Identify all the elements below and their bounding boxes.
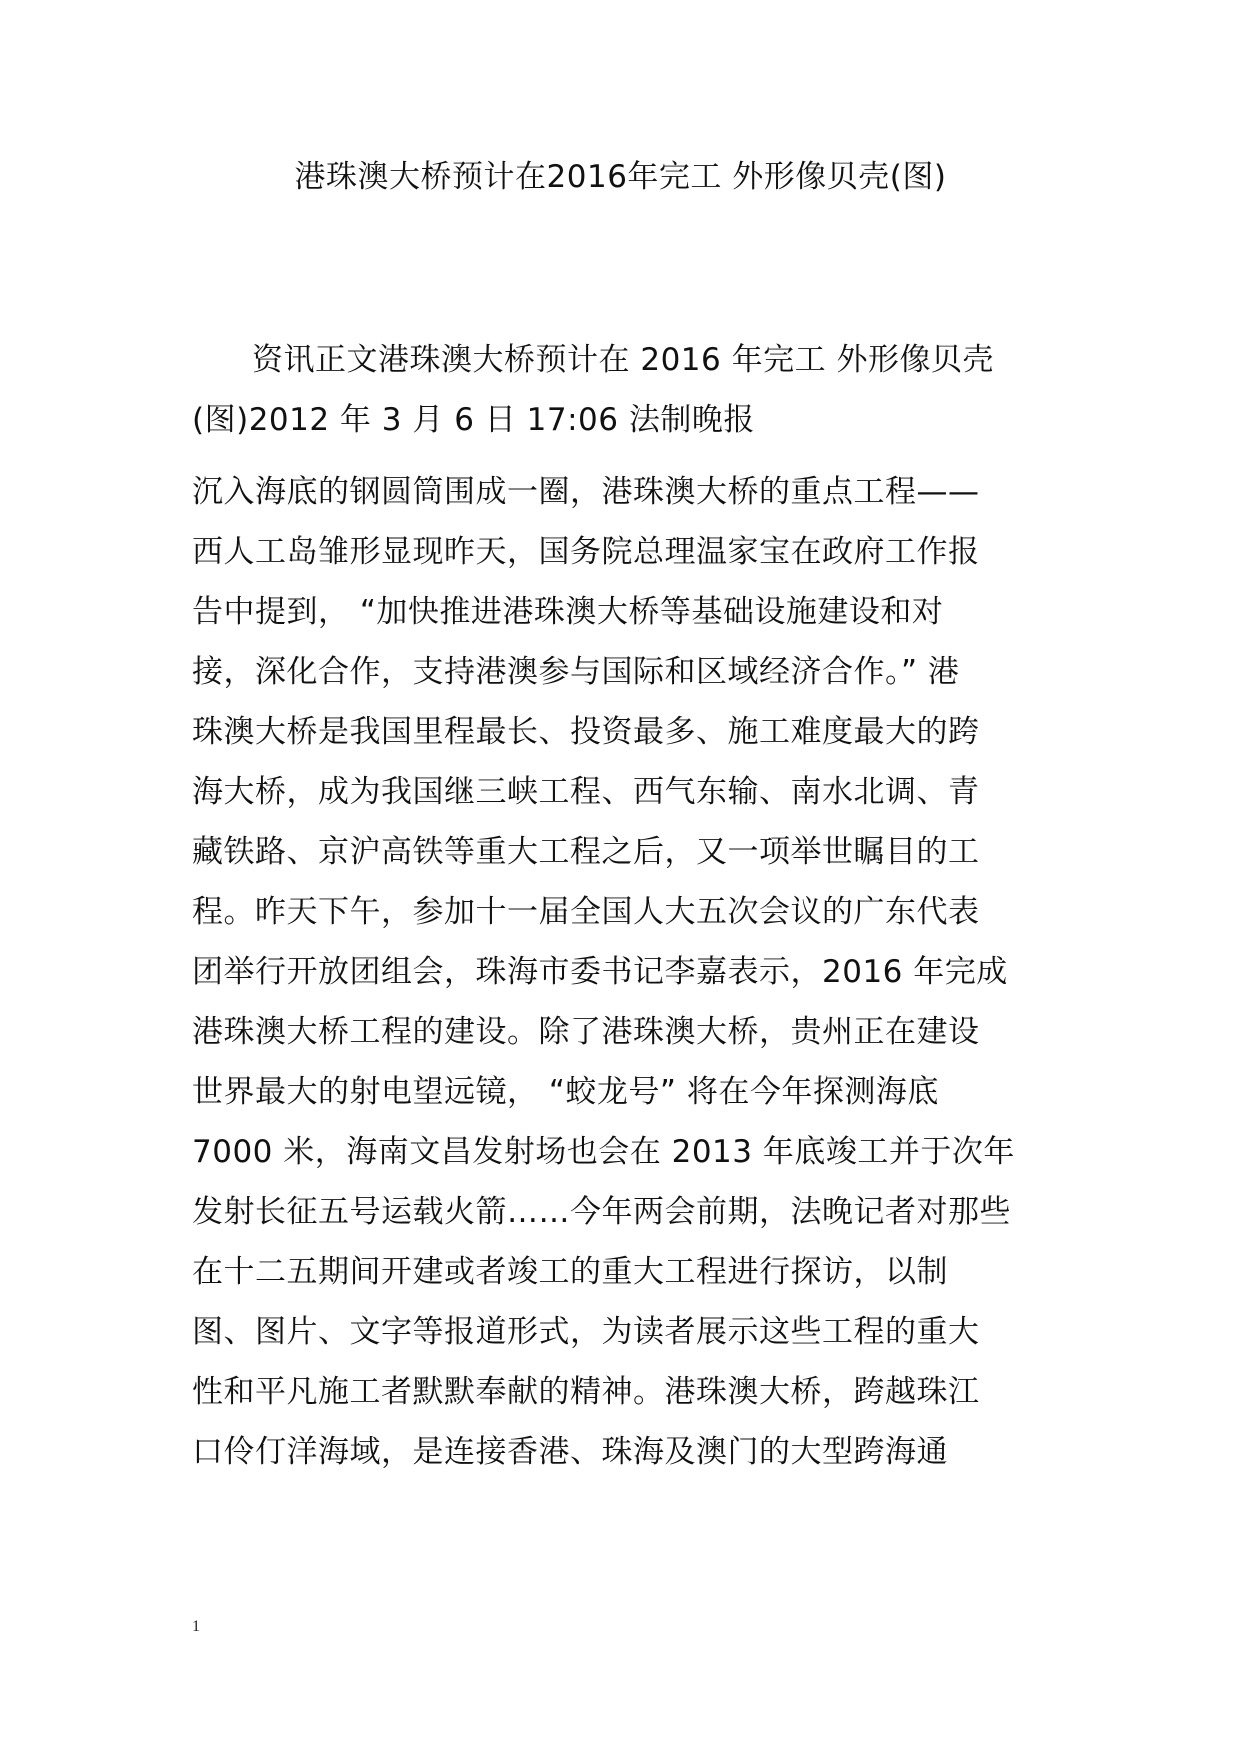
body-line: 7000 米，海南文昌发射场也会在 2013 年底竣工并于次年 bbox=[192, 1134, 1015, 1170]
body-line: 海大桥，成为我国继三峡工程、西气东输、南水北调、青 bbox=[192, 774, 980, 810]
document-title: 港珠澳大桥预计在2016年完工 外形像贝壳(图) bbox=[294, 159, 947, 195]
body-line: 在十二五期间开建或者竣工的重大工程进行探访，以制 bbox=[192, 1254, 948, 1290]
body-line: 接，深化合作，支持港澳参与国际和区域经济合作。” 港 bbox=[192, 654, 960, 690]
body-line: 性和平凡施工者默默奉献的精神。港珠澳大桥，跨越珠江 bbox=[192, 1374, 980, 1410]
body-line: 程。昨天下午，参加十一届全国人大五次会议的广东代表 bbox=[192, 894, 980, 930]
body-line: 藏铁路、京沪高铁等重大工程之后，又一项举世瞩目的工 bbox=[192, 834, 980, 870]
subtitle-line: (图)2012 年 3 月 6 日 17:06 法制晚报 bbox=[192, 402, 755, 438]
body-line: 发射长征五号运载火箭……今年两会前期，法晚记者对那些 bbox=[192, 1194, 1011, 1230]
body-line: 图、图片、文字等报道形式，为读者展示这些工程的重大 bbox=[192, 1314, 980, 1350]
body-line: 西人工岛雏形显现昨天，国务院总理温家宝在政府工作报 bbox=[192, 534, 980, 570]
page-number: 1 bbox=[192, 1618, 200, 1635]
body-line: 珠澳大桥是我国里程最长、投资最多、施工难度最大的跨 bbox=[192, 714, 980, 750]
body-line: 港珠澳大桥工程的建设。除了港珠澳大桥，贵州正在建设 bbox=[192, 1014, 980, 1050]
body-line: 世界最大的射电望远镜， “蛟龙号” 将在今年探测海底 bbox=[192, 1074, 939, 1110]
subtitle-line: 资讯正文港珠澳大桥预计在 2016 年完工 外形像贝壳 bbox=[252, 342, 994, 378]
body-line: 口伶仃洋海域，是连接香港、珠海及澳门的大型跨海通 bbox=[192, 1434, 948, 1470]
body-line: 团举行开放团组会，珠海市委书记李嘉表示，2016 年完成 bbox=[192, 954, 1008, 990]
body-line: 沉入海底的钢圆筒围成一圈，港珠澳大桥的重点工程—— bbox=[192, 474, 980, 510]
body-line: 告中提到， “加快推进港珠澳大桥等基础设施建设和对 bbox=[192, 594, 944, 630]
